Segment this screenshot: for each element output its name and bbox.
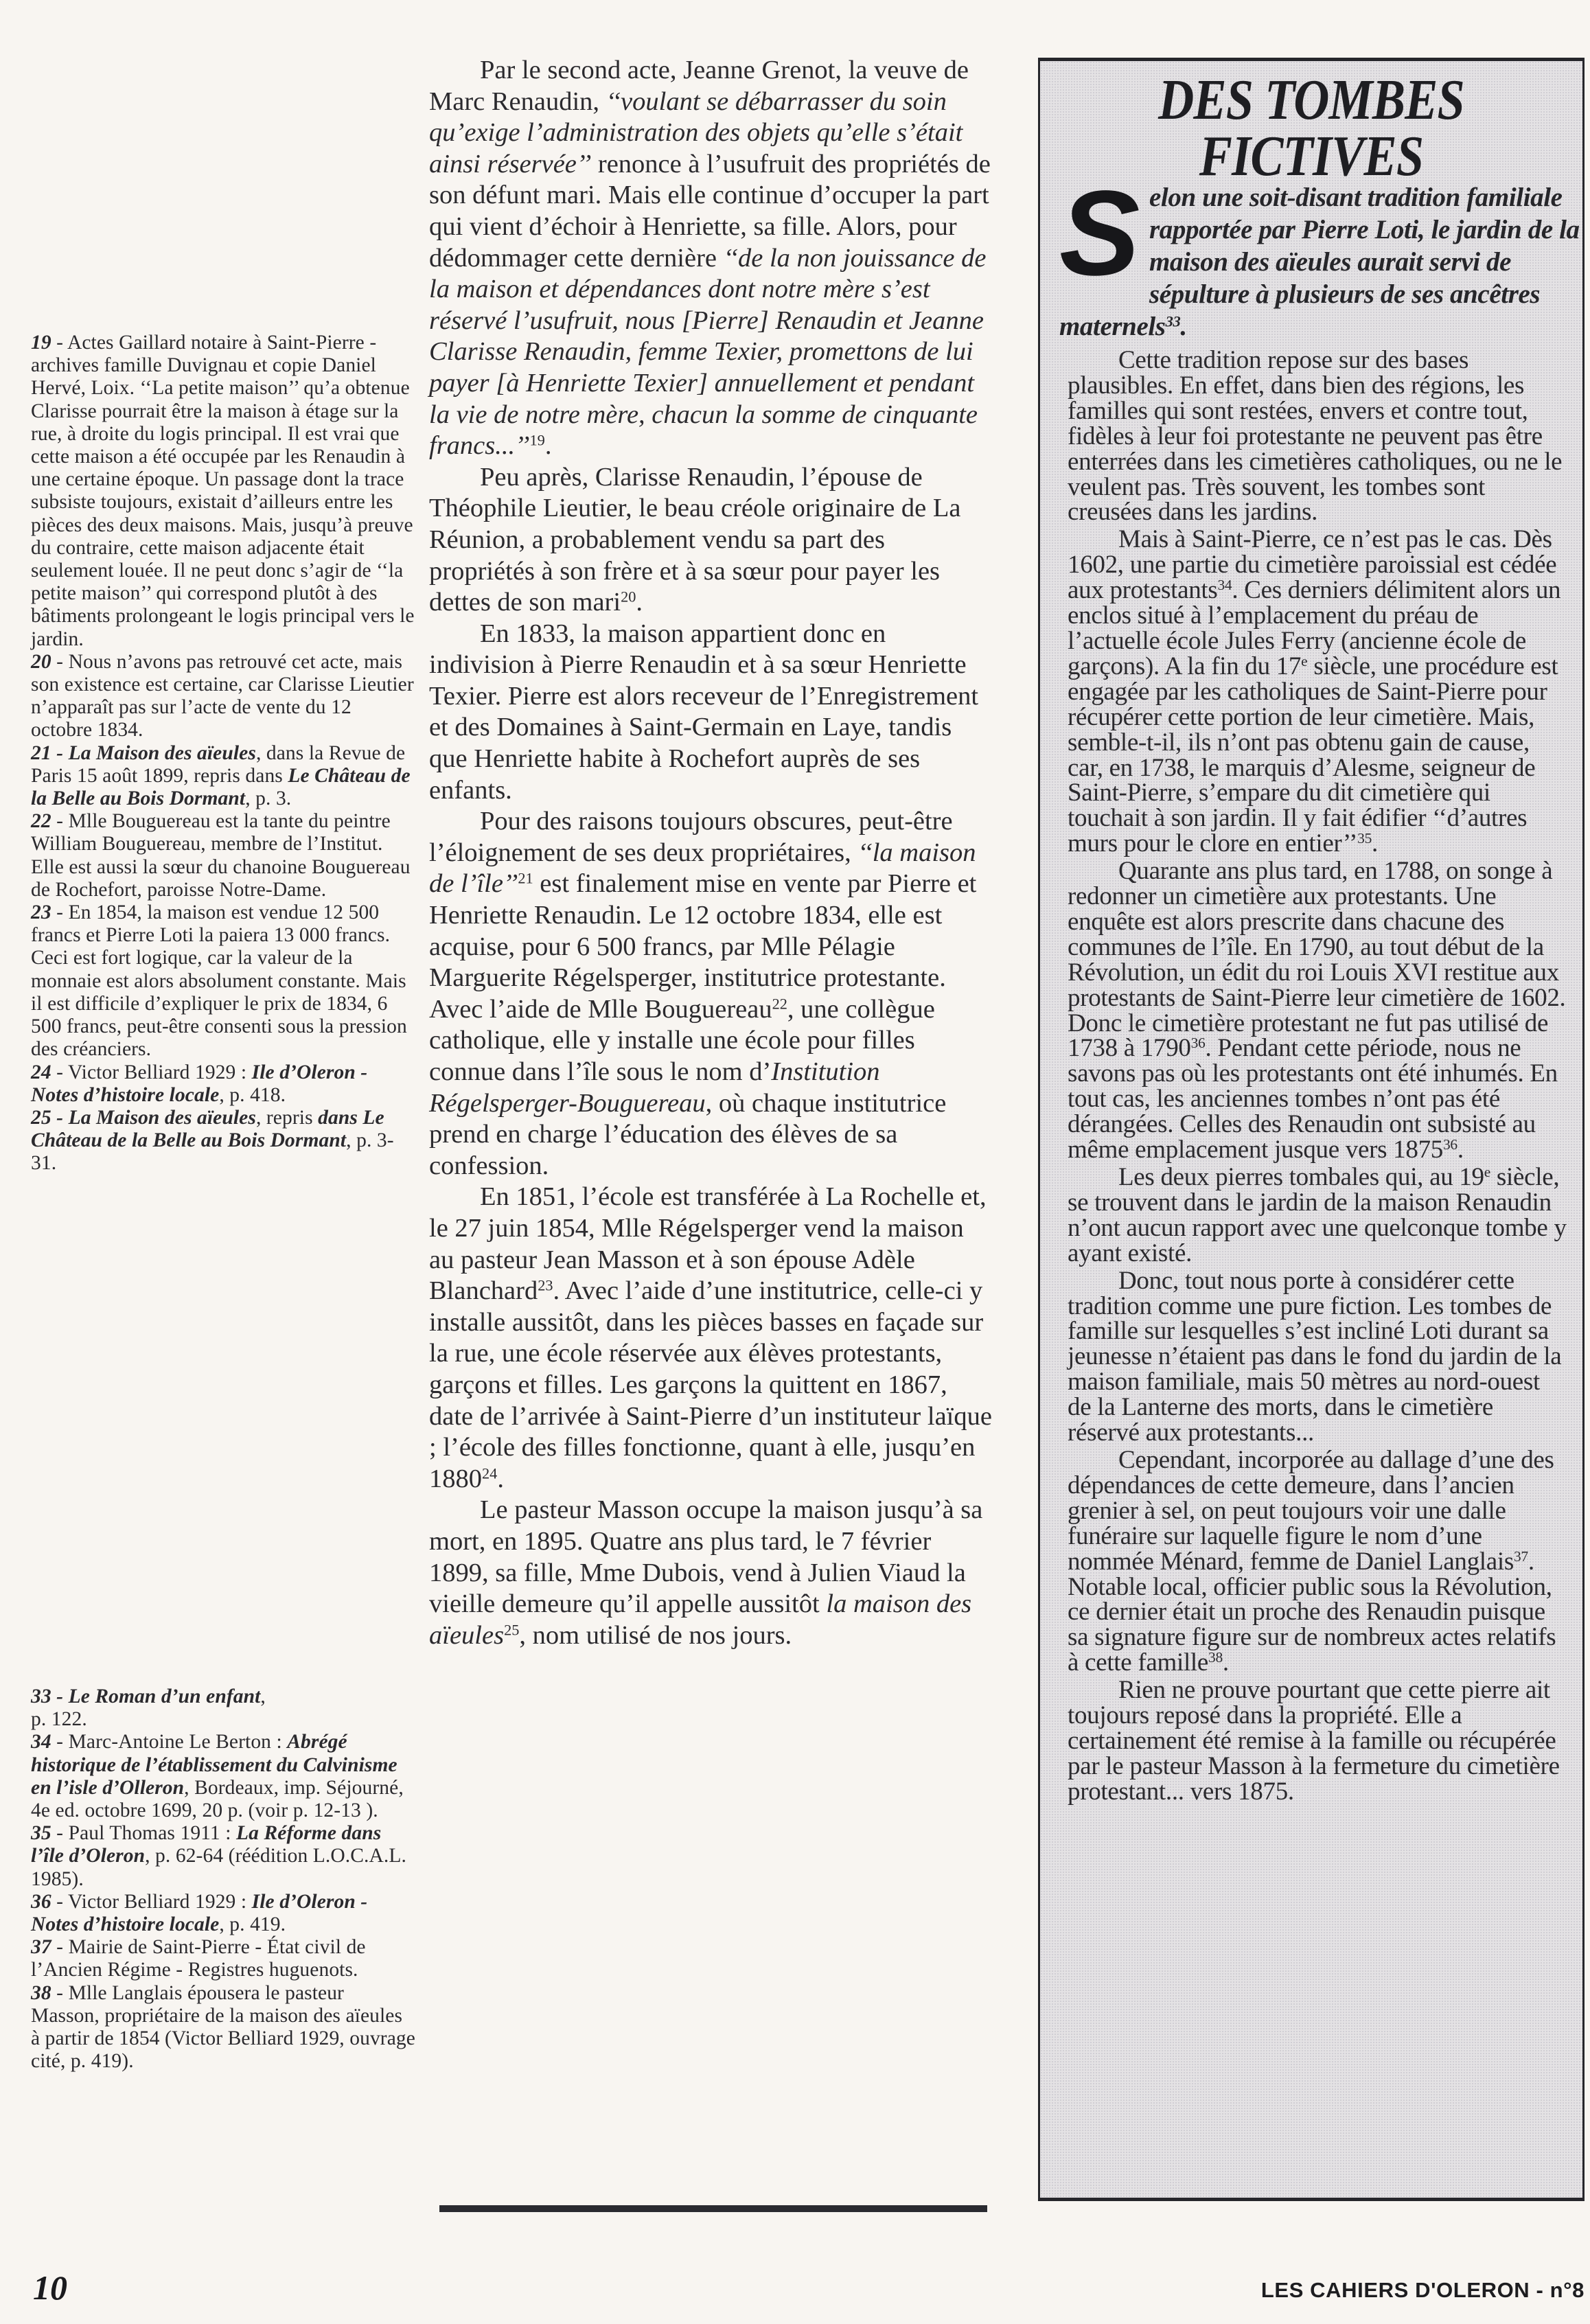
paragraph: Le pasteur Masson occupe la maison jusqu’à sa mort, en 1895. Quatre ans plus tard, le 7 février 1899, sa fille, Mme Dubois, vend à Julien Viaud la vieille demeure qu’il appelle aussitôt la maison des aïeules$^{25}$, nom utilisé de nos jours. [429, 1495, 983, 1650]
paragraph: Quarante ans plus tard, en 1788, on songe à redonner un cimetière aux protestants. Une enquête est alors prescrite dans chacune des communes de l’île. En 1790, au tout début de la Révolution, un édit du roi Louis XVI restitue aux protestants de Saint-Pierre leur cimetière de 1602. Donc le cimetière protestant ne fut pas utilisé de 1738 à 1790$^{36}$. Pendant cette période, nous ne savons pas où les protestants ont été inhumés. En tout cas, les anciennes tombes n’ont pas été dérangées. Celles des Renaudin ont subsisté au même emplacement jusque vers 1875$^{36}$. [1068, 857, 1566, 1164]
footnote-ref: 37 [1513, 1548, 1528, 1565]
footnote-35: 35 - Paul Thomas 1911 : La Réforme dans l’île d’Oleron, p. 62-64 (réédition L.O.C.A.L. 1985). [31, 1822, 406, 1890]
footnote-ref: 33 [1165, 312, 1181, 330]
paragraph: Donc, tout nous porte à considérer cette tradition comme une pure fiction. Les tombes de famille sur lesquelles s’est incliné Loti durant sa jeunesse n’étaient pas dans le fond du jardin de la maison familiale, mais 50 mètres au nord-ouest de la Lanterne des morts, dans le cimetière réservé aux protestants... [1068, 1266, 1562, 1447]
footnote-ref: 20 [621, 588, 636, 606]
page-number: 10 [33, 2268, 67, 2307]
footnote-20: 20 - Nous n’avons pas retrouvé cet acte, mais son existence est certaine, car Clarisse Lieutier n’apparaît pas sur l’acte de vente du 12 octobre 1834. [31, 650, 414, 741]
footnote-ref: 24 [482, 1464, 498, 1482]
paragraph: Mais à Saint-Pierre, ce n’est pas le cas. Dès 1602, une partie du cimetière paroissial est cédée aux protestants$^{34}$. Ces derniers délimitent alors un enclos situé à l’emplacement du préau de l’actuelle école Jules Ferry (ancienne école de garçons). A la fin du 17e siècle, une procédure est engagée par les catholiques de Saint-Pierre pour récupérer cette portion de leur cimetière. Mais, semble-t-il, ils n’ont pas obtenu gain de cause, car, en 1738, le marquis d’Alesme, seigneur de Saint-Pierre, s’empare du dit cimetière qui touchait à son jardin. Il y fait édifier ‘‘d’autres murs pour le clore en entier’’$^{35}$. [1068, 525, 1561, 858]
footnote-38: 38 - Mlle Langlais épousera le pasteur Masson, propriétaire de la maison des aïeules à partir de 1854 (Victor Belliard 1929, ouvrage cité, p. 419). [31, 1981, 415, 2073]
footnote-ref: 38 [1208, 1649, 1223, 1666]
footnote-34: 34 - Marc-Antoine Le Berton : Abrégé historique de l’établissement du Calvinisme en l’isle d’Olleron, Bordeaux, imp. Séjourné, 4e ed. octobre 1699, 20 p. (voir p. 12-13 ). [31, 1731, 404, 1822]
footnote-ref: 23 [538, 1276, 553, 1294]
footnote-25: 25 - La Maison des aïeules, repris dans Le Château de la Belle au Bois Dormant, p. 3-31. [31, 1106, 394, 1175]
footnote-36: 36 - Victor Belliard 1929 : Ile d’Oleron - Notes d’histoire locale, p. 419. [31, 1890, 368, 1936]
footnote-ref: 34 [1217, 577, 1232, 594]
superscript-e: e [1484, 1164, 1490, 1181]
paragraph: Cette tradition repose sur des bases plausibles. En effet, dans bien des régions, les familles qui sont restées, envers et contre tout, fidèles à leur foi protestante ne peuvent pas être enterrées dans les cimetières catholiques, ou ne le veulent pas. Très souvent, les tombes sont creusées dans les jardins. [1068, 346, 1563, 527]
paragraph: En 1851, l’école est transférée à La Rochelle et, le 27 juin 1854, Mlle Régelsperger vend la maison au pasteur Jean Masson et à son épouse Adèle Blanchard$^{23}$. Avec l’aide d’une institutrice, celle-ci y installe aussitôt, dans les pièces basses en façade sur la rue, une école réservée aux élèves protestants, garçons et filles. Les garçons la quittent en 1867, date de l’arrivée à Saint-Pierre d’un instituteur laïque ; l’école des filles fonctionne, quant à elle, jusqu’en 1880$^{24}$. [429, 1182, 992, 1493]
footnote-22: 22 - Mlle Bouguereau est la tante du peintre William Bouguereau, membre de l’Institut. Elle est aussi la sœur du chanoine Bouguereau de Rochefort, paroisse Notre-Dame. [31, 810, 411, 901]
paragraph: Peu après, Clarisse Renaudin, l’épouse de Théophile Lieutier, le beau créole originaire de La Réunion, a probablement vendu sa part des propriétés à son frère et à sa sœur pour payer les dettes de son mari$^{20}$. [429, 462, 961, 617]
footnote-24: 24 - Victor Belliard 1929 : Ile d’Oleron - Notes d’histoire locale, p. 418. [31, 1061, 368, 1106]
paragraph: En 1833, la maison appartient donc en indivision à Pierre Renaudin et à sa sœur Henriette Texier. Pierre est alors receveur de l’Enregistrement et des Domaines à Saint-Germain en Laye, tandis que Henriette habite à Rochefort auprès de ses enfants. [429, 619, 979, 805]
paragraph: Les deux pierres tombales qui, au 19e siècle, se trouvent dans le jardin de la maison Renaudin n’ont aucun rapport avec une quelconque tombe y ayant existé. [1068, 1163, 1567, 1267]
footnote-37: 37 - Mairie de Saint-Pierre - État civil de l’Ancien Régime - Registres huguenots. [31, 1936, 366, 1981]
sidebar-title: DES TOMBES FICTIVES [1158, 68, 1464, 188]
sidebar-lead: Selon une soit-disant tradition familiale rapportée par Pierre Loti, le jardin de la maison des aïeules aurait servi de sépulture à plusieurs de ses ancêtres maternels$^{33}$. [1059, 166, 1580, 341]
footnote-ref: 25 [504, 1621, 520, 1639]
footnotes-group-b [31, 1686, 415, 2073]
paragraph: Rien ne prouve pourtant que cette pierre ait toujours reposé dans la propriété. Elle a certainement été remise à la famille ou récupérée par le pasteur Masson à la fermeture du cimetière protestant... vers 1875. [1068, 1676, 1560, 1806]
footnote-23: 23 - En 1854, la maison est vendue 12 500 francs et Pierre Loti la paiera 13 000 francs. Ceci est fort logique, car la valeur de la monnaie est alors absolument constante. Mais il est difficile d’expliquer le prix de 1834, 6 500 francs, peut-être consenti sous la pression des créanciers. [31, 901, 407, 1061]
footnote-ref: 36 [1442, 1136, 1458, 1153]
footnote-ref: 35 [1357, 830, 1372, 847]
footnote-ref: 22 [772, 995, 787, 1013]
sidebar-box [1038, 58, 1585, 2201]
paragraph: Pour des raisons toujours obscures, peut-être l’éloignement de ses deux propriétaires, ‘‘la maison de l’île’’$^{21}$ est finalement mise en vente par Pierre et Henriette Renaudin. Le 12 octobre 1834, elle est acquise, pour 6 500 francs, par Mlle Pélagie Marguerite Régelsperger, institutrice protestante. Avec l’aide de Mlle Bouguereau$^{22}$, une collègue catholique, elle y installe une école pour filles connue dans l’île sous le nom d’Institution Régelsperger-Bouguereau, où chaque institutrice prend en charge l’éducation des élèves de sa confession. [429, 807, 977, 1180]
footnotes-group-a [31, 332, 415, 1175]
footnote-ref: 19 [529, 431, 545, 449]
paragraph: Par le second acte, Jeanne Grenot, la veuve de Marc Renaudin, ‘‘voulant se débarrasser du soin qu’exige l’administration des objets qu’elle s’était ainsi réservée’’ renonce à l’usufruit des propriétés de son défunt mari. Mais elle continue d’occuper la part qui vient d’échoir à Henriette, sa fille. Alors, pour dédommager cette dernière ‘‘de la non jouissance de la maison et dépendances dont notre mère s’est réservé l’usufruit, nous [Pierre] Renaudin et Jeanne Clarisse Renaudin, femme Texier, promettons de lui payer [à Henriette Texier] annuellement et pendant la vie de notre mère, chacun la somme de cinquante francs...’’$^{19}$. [429, 56, 991, 461]
column-end-rule [439, 2205, 987, 2212]
superscript-e: e [1301, 653, 1308, 670]
drop-cap: S [1059, 166, 1140, 301]
footnote-ref: 21 [518, 870, 533, 888]
footnote-ref: 36 [1190, 1035, 1206, 1052]
paragraph: Cependant, incorporée au dallage d’une des dépendances de cette demeure, dans l’ancien grenier à sel, on peut toujours voir une dalle funéraire sur laquelle figure le nom d’une nommée Ménard, femme de Daniel Langlais$^{37}$. Notable local, officier public sous la Révolution, ce dernier était un proche des Renaudin puisque sa signature figure sur de nombreux actes relatifs à cette famille$^{38}$. [1068, 1445, 1556, 1677]
sidebar-body [1068, 348, 1567, 1807]
article-main-column [429, 55, 992, 1651]
publication-title: LES CAHIERS D'OLERON - n°8 [1260, 2278, 1585, 2302]
footnote-33: 33 - Le Roman d’un enfant, p. 122. [31, 1686, 266, 1731]
footnote-19: 19 - Actes Gaillard notaire à Saint-Pierre - archives famille Duvignau et copie Daniel Hervé, Loix. ‘‘La petite maison’’ qu’a obtenue Clarisse pourrait être la maison à étage sur la rue, à droite du logis principal. Il est vrai que cette maison a été occupée par les Renaudin à une certaine époque. Un passage dont la trace subsiste toujours, existait d’ailleurs entre les pièces des deux maisons. Mais, jusqu’à preuve du contraire, cette maison adjacente était seulement louée. Il ne peut donc s’agir de ‘‘la petite maison’’ qui correspond plutôt à des bâtiments prolongeant le logis principal vers le jardin. [31, 332, 415, 650]
footnote-21: 21 - La Maison des aïeules, dans la Revue de Paris 15 août 1899, repris dans Le Château de la Belle au Bois Dormant, p. 3. [31, 741, 411, 810]
